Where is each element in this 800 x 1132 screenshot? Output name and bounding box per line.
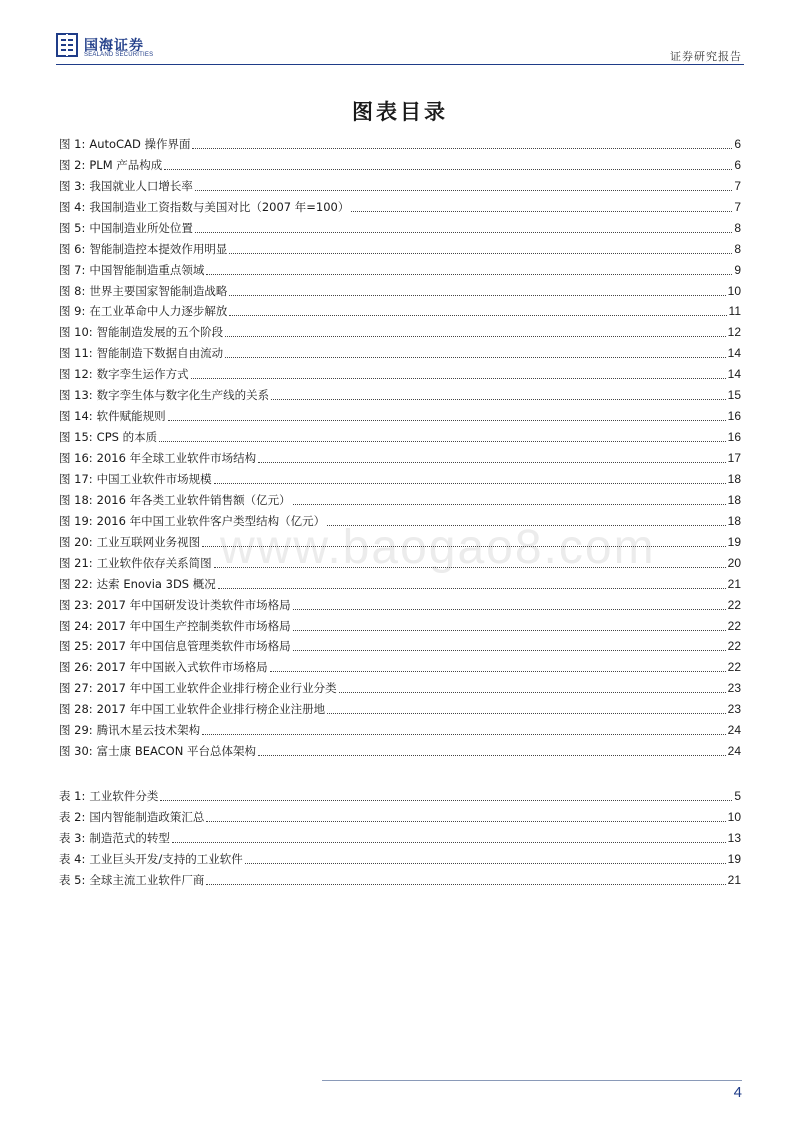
figure-toc-entry[interactable]: [59, 364, 741, 385]
sealand-logo-icon: [56, 32, 78, 58]
entry-title: 在工业革命中人力逐步解放: [89, 304, 228, 319]
dot-leader: [258, 461, 726, 463]
dot-leader: [258, 754, 726, 756]
entry-page-number: 22: [727, 660, 741, 675]
entry-title: 2017 年中国信息管理类软件市场格局: [96, 639, 291, 654]
entry-title: 智能制造下数据自由流动: [96, 346, 224, 361]
dot-leader: [293, 503, 726, 505]
entry-label: 图 17:: [59, 471, 93, 486]
entry-label: 图 26:: [59, 660, 93, 675]
page-header: [0, 0, 800, 66]
dot-leader: [293, 608, 726, 610]
dot-leader: [229, 294, 725, 296]
entry-title: 世界主要国家智能制造战略: [89, 283, 228, 298]
entry-label: 图 8:: [59, 283, 86, 298]
figure-toc-entry[interactable]: [59, 281, 741, 302]
entry-page-number: 18: [727, 471, 741, 486]
entry-page-number: 16: [727, 430, 741, 445]
entry-label: 图 22:: [59, 576, 93, 591]
entry-page-number: 13: [727, 830, 741, 845]
entry-page-number: 6: [734, 136, 741, 151]
entry-title: 中国制造业所处位置: [89, 220, 193, 235]
entry-title: 智能制造发展的五个阶段: [96, 325, 224, 340]
entry-page-number: 24: [727, 723, 741, 738]
entry-page-number: 16: [727, 409, 741, 424]
dot-leader: [271, 398, 725, 400]
dot-leader: [225, 335, 725, 337]
entry-label: 图 15:: [59, 430, 93, 445]
figure-toc-entry[interactable]: [59, 699, 741, 720]
figure-toc-entry[interactable]: [59, 657, 741, 678]
dot-leader: [245, 862, 726, 864]
entry-label: 图 21:: [59, 555, 93, 570]
report-type-label: 证券研究报告: [670, 50, 742, 63]
entry-page-number: 10: [727, 283, 741, 298]
figure-toc-entry[interactable]: [59, 553, 741, 574]
figure-toc-entry[interactable]: [59, 322, 741, 343]
entry-title: PLM 产品构成: [89, 157, 163, 172]
entry-page-number: 14: [727, 367, 741, 382]
entry-page-number: 22: [727, 639, 741, 654]
entry-page-number: 22: [727, 597, 741, 612]
entry-title: 2017 年中国工业软件企业排行榜企业注册地: [96, 702, 326, 717]
entry-page-number: 14: [727, 346, 741, 361]
table-toc-entry[interactable]: [59, 849, 741, 870]
entry-label: 图 27:: [59, 681, 93, 696]
dot-leader: [206, 820, 725, 822]
figure-toc-entry[interactable]: [59, 218, 741, 239]
entry-label: 图 1:: [59, 136, 86, 151]
figure-toc-entry[interactable]: [59, 239, 741, 260]
entry-label: 图 24:: [59, 618, 93, 633]
entry-label: 图 6:: [59, 241, 86, 256]
entry-title: 腾讯木星云技术架构: [96, 723, 201, 738]
dot-leader: [160, 799, 732, 801]
dot-leader: [351, 210, 732, 212]
entry-title: CPS 的本质: [96, 430, 158, 445]
footer-divider: [322, 1080, 742, 1081]
entry-page-number: 5: [734, 788, 741, 803]
entry-page-number: 21: [727, 576, 741, 591]
figure-toc-entry[interactable]: [59, 343, 741, 364]
entry-page-number: 7: [734, 178, 741, 193]
dot-leader: [195, 189, 732, 191]
entry-label: 图 7:: [59, 262, 86, 277]
dot-leader: [168, 419, 726, 421]
entry-label: 图 9:: [59, 304, 86, 319]
dot-leader: [225, 356, 725, 358]
entry-label: 图 5:: [59, 220, 86, 235]
entry-page-number: 20: [727, 555, 741, 570]
figure-toc-entry[interactable]: [59, 427, 741, 448]
figure-toc-entry[interactable]: [59, 490, 741, 511]
dot-leader: [218, 587, 726, 589]
entry-label: 图 28:: [59, 702, 93, 717]
dot-leader: [270, 670, 726, 672]
figure-toc-entry[interactable]: [59, 176, 741, 197]
entry-page-number: 24: [727, 744, 741, 759]
entry-title: 工业互联网业务视图: [96, 534, 201, 549]
entry-title: 2017 年中国工业软件企业排行榜企业行业分类: [96, 681, 337, 696]
entry-title: 全球主流工业软件厂商: [89, 872, 205, 887]
figure-toc-entry[interactable]: [59, 595, 741, 616]
entry-title: 我国制造业工资指数与美国对比（2007 年=100）: [89, 199, 350, 214]
dot-leader: [293, 649, 726, 651]
entry-label: 表 3:: [59, 830, 86, 845]
entry-title: 中国智能制造重点领域: [89, 262, 205, 277]
entry-label: 图 20:: [59, 534, 93, 549]
entry-title: 达索 Enovia 3DS 概况: [96, 576, 216, 591]
dot-leader: [202, 545, 725, 547]
figure-toc-entry[interactable]: [59, 637, 741, 658]
page-number: 4: [733, 1084, 742, 1101]
figure-toc-entry[interactable]: [59, 616, 741, 637]
figure-toc-entry[interactable]: [59, 302, 741, 323]
figure-toc-entry[interactable]: [59, 720, 741, 741]
entry-label: 图 14:: [59, 409, 93, 424]
entry-page-number: 22: [727, 618, 741, 633]
brand-name-en: SEALAND SECURITIES: [84, 52, 154, 58]
entry-page-number: 21: [727, 872, 741, 887]
figure-toc-entry[interactable]: [59, 406, 741, 427]
dot-leader: [327, 524, 726, 526]
figure-toc-entry[interactable]: [59, 134, 741, 155]
figure-toc-entry[interactable]: [59, 260, 741, 281]
dot-leader: [192, 147, 732, 149]
entry-title: 制造范式的转型: [89, 830, 170, 845]
table-toc-entry[interactable]: [59, 870, 741, 891]
figure-toc-entry[interactable]: [59, 155, 741, 176]
table-list: [59, 786, 741, 891]
dot-leader: [327, 712, 726, 714]
entry-title: 工业软件依存关系简图: [96, 555, 212, 570]
entry-label: 图 19:: [59, 513, 93, 528]
dot-leader: [206, 883, 725, 885]
entry-title: 工业软件分类: [89, 788, 159, 803]
entry-page-number: 9: [734, 262, 741, 277]
figure-toc-entry[interactable]: [59, 511, 741, 532]
dot-leader: [195, 231, 732, 233]
entry-page-number: 18: [727, 513, 741, 528]
entry-page-number: 19: [727, 851, 741, 866]
table-toc-entry[interactable]: [59, 807, 741, 828]
entry-label: 表 2:: [59, 809, 86, 824]
figure-toc-entry[interactable]: [59, 469, 741, 490]
entry-title: 富士康 BEACON 平台总体架构: [96, 744, 256, 759]
entry-page-number: 18: [727, 492, 741, 507]
figure-toc-entry[interactable]: [59, 197, 741, 218]
dot-leader: [229, 252, 732, 254]
entry-label: 图 11:: [59, 346, 93, 361]
entry-label: 图 13:: [59, 388, 93, 403]
entry-page-number: 10: [727, 809, 741, 824]
entry-label: 图 3:: [59, 178, 86, 193]
entry-title: 工业巨头开发/支持的工业软件: [89, 851, 243, 866]
entry-label: 图 2:: [59, 157, 86, 172]
entry-label: 图 29:: [59, 723, 93, 738]
entry-page-number: 7: [734, 199, 741, 214]
entry-label: 图 4:: [59, 199, 86, 214]
figure-toc-entry[interactable]: [59, 574, 741, 595]
entry-label: 图 12:: [59, 367, 93, 382]
dot-leader: [339, 691, 726, 693]
entry-label: 图 23:: [59, 597, 93, 612]
entry-title: 2017 年中国嵌入式软件市场格局: [96, 660, 268, 675]
table-toc-entry[interactable]: [59, 828, 741, 849]
dot-leader: [172, 841, 726, 843]
entry-label: 表 4:: [59, 851, 86, 866]
entry-title: 2016 年中国工业软件客户类型结构（亿元）: [96, 513, 326, 528]
entry-label: 图 10:: [59, 325, 93, 340]
figure-toc-entry[interactable]: [59, 385, 741, 406]
dot-leader: [159, 440, 726, 442]
entry-title: 国内智能制造政策汇总: [89, 809, 205, 824]
page-title: 图表目录: [352, 99, 448, 124]
entry-page-number: 17: [727, 451, 741, 466]
entry-page-number: 23: [727, 681, 741, 696]
entry-title: 软件赋能规则: [96, 409, 166, 424]
entry-title: 我国就业人口增长率: [89, 178, 193, 193]
entry-label: 图 25:: [59, 639, 93, 654]
figure-toc-entry[interactable]: [59, 678, 741, 699]
entry-page-number: 12: [727, 325, 741, 340]
dot-leader: [202, 733, 725, 735]
entry-title: 数字孪生体与数字化生产线的关系: [96, 388, 270, 403]
entry-page-number: 23: [727, 702, 741, 717]
entry-title: 数字孪生运作方式: [96, 367, 189, 382]
entry-title: 中国工业软件市场规模: [96, 471, 212, 486]
entry-title: 2017 年中国研发设计类软件市场格局: [96, 597, 291, 612]
entry-title: AutoCAD 操作界面: [89, 136, 191, 151]
figure-toc-entry[interactable]: [59, 532, 741, 553]
entry-page-number: 11: [728, 304, 741, 319]
entry-label: 图 18:: [59, 492, 93, 507]
entry-page-number: 15: [727, 388, 741, 403]
dot-leader: [229, 314, 726, 316]
dot-leader: [164, 168, 732, 170]
entry-page-number: 19: [727, 534, 741, 549]
entry-label: 图 16:: [59, 451, 93, 466]
table-toc-entry[interactable]: [59, 786, 741, 807]
dot-leader: [191, 377, 726, 379]
header-divider: [56, 64, 744, 65]
entry-title: 2016 年各类工业软件销售额（亿元）: [96, 492, 291, 507]
figure-list: [59, 134, 741, 762]
entry-title: 2017 年中国生产控制类软件市场格局: [96, 618, 291, 633]
entry-page-number: 8: [734, 241, 741, 256]
dot-leader: [206, 273, 732, 275]
entry-page-number: 8: [734, 220, 741, 235]
figure-toc-entry[interactable]: [59, 448, 741, 469]
dot-leader: [214, 566, 726, 568]
entry-label: 表 5:: [59, 872, 86, 887]
figure-toc-entry[interactable]: [59, 741, 741, 762]
entry-title: 智能制造控本提效作用明显: [89, 241, 228, 256]
entry-label: 表 1:: [59, 788, 86, 803]
dot-leader: [293, 629, 726, 631]
brand-name-cn: 国海证券: [84, 38, 144, 54]
dot-leader: [214, 482, 726, 484]
entry-label: 图 30:: [59, 744, 93, 759]
entry-title: 2016 年全球工业软件市场结构: [96, 451, 257, 466]
watermark: www.baogao8.com: [220, 521, 656, 574]
entry-page-number: 6: [734, 157, 741, 172]
